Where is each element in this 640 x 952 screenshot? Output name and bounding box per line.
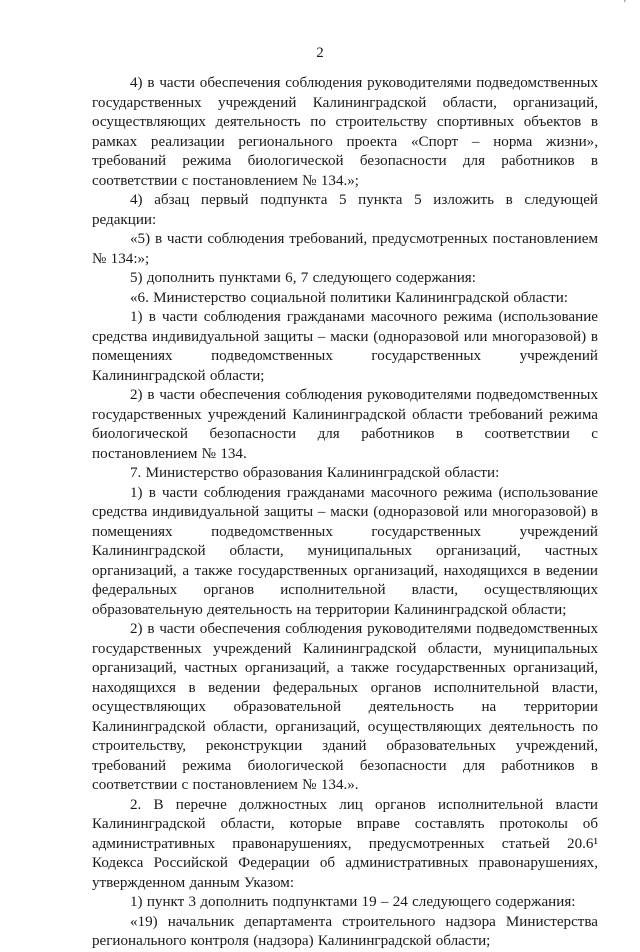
paragraph-education-bio-safety: 2) в части обеспечения соблюдения руководителями подведомственных государственных учреждений Калининградской области, муниципальных организаций, частных организаций, а также государственных организаций, находящихся в ведении федеральных органов исполнительной власти, осуществляющих образовательной деятельность на территории Калининградской области, организаций, осуществляющих деятельность по строительству, реконструкции зданий образовательных учреждений, требований режима биологической безопасности для работников в соответствии с постановлением № 134.». xyxy=(92,621,598,793)
paragraph-ministry-social-policy: «6. Министерство социальной политики Калининградской области: xyxy=(130,289,568,306)
paragraph-social-bio-safety: 2) в части обеспечения соблюдения руководителями подведомственных государственных учреждений Калининградской области требований режима биологической безопасности для работников в соответствии с постановлением № 134. xyxy=(92,387,598,462)
paragraph-amend-subpoint-5: 4) абзац первый подпункта 5 пункта 5 изложить в следующей редакции: xyxy=(92,192,598,228)
page-number: 2 xyxy=(316,45,324,61)
paragraph-ministry-education: 7. Министерство образования Калининградской области: xyxy=(130,465,500,481)
paragraph-point-3-additions: 1) пункт 3 дополнить подпунктами 19 – 24 следующего содержания: xyxy=(130,894,576,910)
paragraph-officials-list: 2. В перечне должностных лиц органов исполнительной власти Калининградской области, которые вправе составлять протоколы об административных правонарушениях, предусмотренных статьей 20.6¹ Кодекса Российской Федерации об административных правонарушениях, утвержденном данным Указом: xyxy=(92,796,598,891)
paragraph-item-4-sport: 4) в части обеспечения соблюдения руководителями подведомственных государственных учреждений Калининградской области, организаций, осуществляющих деятельность по строительству спортивных объектов в рамках реализации регионального проекта «Спорт – норма жизни», требований режима биологической безопасности для работников в соответствии с постановлением № 134.»; xyxy=(92,75,598,189)
paragraph-new-subpoint-5: «5) в части соблюдения требований, предусмотренных постановлением № 134:»; xyxy=(92,231,598,267)
paragraph-add-points-6-7: 5) дополнить пунктами 6, 7 следующего содержания: xyxy=(130,270,476,286)
document-body xyxy=(92,74,598,952)
corner-mark: ' xyxy=(624,0,626,10)
paragraph-education-mask-regime: 1) в части соблюдения гражданами масочного режима (использование средства индивидуальной защиты – маски (одноразовой или многоразовой) в помещениях подведомственных государственных учреждений Калининградской области, муниципальных организаций, частных организаций, а также государственных организаций, находящихся в ведении федеральных органов исполнительной власти, осуществляющих образовательную деятельность на территории Калининградской области; xyxy=(92,484,598,618)
paragraph-subpoint-19: «19) начальник департамента строительного надзора Министерства регионального контроля (надзора) Калининградской области; xyxy=(92,913,598,949)
paragraph-social-mask-regime: 1) в части соблюдения гражданами масочного режима (использование средства индивидуальной защиты – маски (одноразовой или многоразовой) в помещениях подведомственных государственных учреждений Калининградской области; xyxy=(92,309,598,384)
